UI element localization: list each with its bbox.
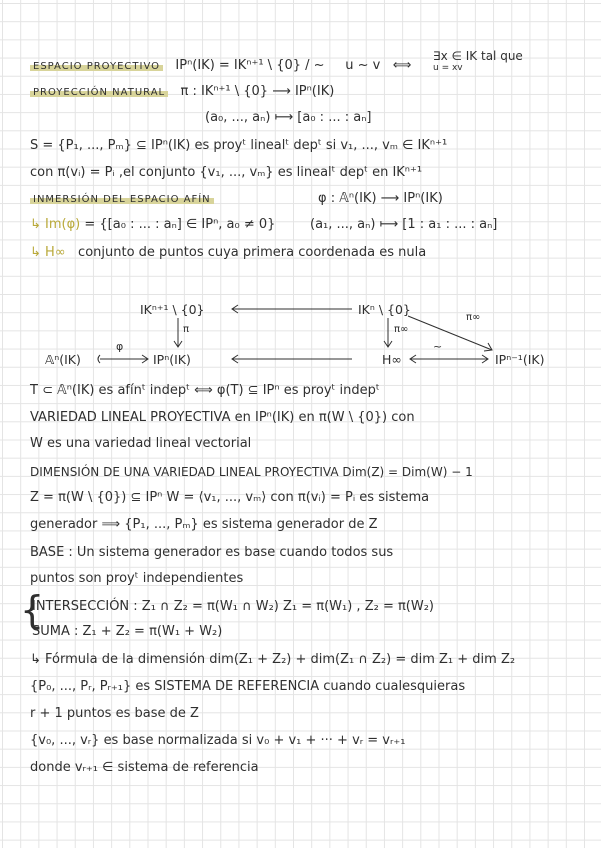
generating-system-setup: Z = π(W \ {0}) ⊆ IPⁿ W = ⟨v₁, ..., vₘ⟩ con π(vᵢ) = Pᵢ es sistema [30,490,430,505]
equivalence-relation: u ~ v [345,58,381,73]
heading-inmersion-afin: INMERSIÓN DEL ESPACIO AFÍN [30,194,214,205]
h-infinity-definition: conjunto de puntos cuya primera coordenada es nula [78,245,427,260]
base-definition-cont: puntos son proyᵗ independientes [30,571,244,586]
diagram-label-pi-inf: π∞ [394,324,409,335]
reference-system: {P₀, ..., Pᵣ, Pᵣ₊₁} es SISTEMA DE REFERENCIA cuando cualesquieras [30,679,466,694]
diagram-label-sim: ~ [433,340,443,353]
diagram-bottom-right: IPⁿ⁻¹(IK) [495,352,545,367]
image-phi-set: = {[a₀ : ... : aₙ] ∈ IPⁿ, a₀ ≠ 0} [84,217,276,232]
immersion-mapping: (a₁, ..., aₙ) ⟼ [1 : a₁ : ... : aₙ] [310,217,498,232]
dimension-definition: DIMENSIÓN DE UNA VARIEDAD LINEAL PROYECTIVA Dim(Z) = Dim(W) − 1 [30,465,473,479]
diagram-top-right: IKⁿ \ {0} [358,302,411,317]
projective-space-definition: IPⁿ(IK) = IKⁿ⁺¹ \ {0} / ~ [175,58,325,73]
reference-system-cont: r + 1 puntos es base de Z [30,706,199,721]
intersection-definition: INTERSECCIÓN : Z₁ ∩ Z₂ = π(W₁ ∩ W₂) Z₁ = π(W₁) , Z₂ = π(W₂) [32,599,435,614]
diagram-h-infinity: H∞ [382,352,402,367]
diagram-label-pi: π [183,324,190,335]
diagram-top-left: IKⁿ⁺¹ \ {0} [140,302,205,317]
dimension-formula: ↳ Fórmula de la dimensión dim(Z₁ + Z₂) + dim(Z₁ ∩ Z₂) = dim Z₁ + dim Z₂ [30,652,516,667]
affine-independence: T ⊂ 𝔸ⁿ(IK) es afínᵗ indepᵗ ⟺ φ(T) ⊆ IPⁿ es proyᵗ indepᵗ [30,383,380,398]
hook-phi [98,355,100,363]
variedad-lineal-vectorial: W es una variedad lineal vectorial [30,436,252,451]
projection-map: π : IKⁿ⁺¹ \ {0} ⟶ IPⁿ(IK) [180,84,335,99]
image-phi-label: ↳ Im(φ) [30,217,81,232]
diagram-label-pi-inf-diagonal: π∞ [466,312,481,323]
brace-left: { [20,588,45,632]
diagram-bottom-middle: IPⁿ(IK) [153,352,191,367]
proj-lin-dep-definition: S = {P₁, ..., Pₘ} ⊆ IPⁿ(IK) es proyᵗ linealᵗ depᵗ si v₁, ..., vₘ ∈ IKⁿ⁺¹ [30,138,448,153]
sum-definition: SUMA : Z₁ + Z₂ = π(W₁ + W₂) [32,624,223,639]
arrow-pi-inf-diagonal [408,316,492,350]
normalized-base-cont: donde vᵣ₊₁ ∈ sistema de referencia [30,760,259,775]
heading-espacio-proyectivo: ESPACIO PROYECTIVO [30,61,163,72]
h-infinity-label: ↳ H∞ [30,245,66,260]
diagram-label-phi: φ [116,340,124,353]
immersion-map: φ : 𝔸ⁿ(IK) ⟶ IPⁿ(IK) [318,191,443,206]
generating-system: generador ⟹ {P₁, ..., Pₘ} es sistema generador de Z [30,517,378,532]
variedad-lineal-proyectiva: VARIEDAD LINEAL PROYECTIVA en IPⁿ(IK) en π(W \ {0}) con [30,410,415,425]
diagram-bottom-left: 𝔸ⁿ(IK) [45,352,81,367]
normalized-base: {v₀, ..., vᵣ} es base normalizada si v₀ + v₁ + ··· + vᵣ = vᵣ₊₁ [30,733,406,748]
equivalence-condition-sub: u = xv [433,63,463,73]
equivalence-condition: ∃x ∈ IK tal que [433,49,523,63]
iff-symbol: ⟺ [392,58,412,73]
proj-lin-dep-condition: con π(vᵢ) = Pᵢ ,el conjunto {v₁, ..., vₘ} es linealᵗ depᵗ en IKⁿ⁺¹ [30,165,423,180]
projection-mapping: (a₀, ..., aₙ) ⟼ [a₀ : ... : aₙ] [205,110,372,125]
heading-proyeccion-natural: PROYECCIÓN NATURAL [30,87,168,98]
base-definition: BASE : Un sistema generador es base cuando todos sus [30,545,394,560]
